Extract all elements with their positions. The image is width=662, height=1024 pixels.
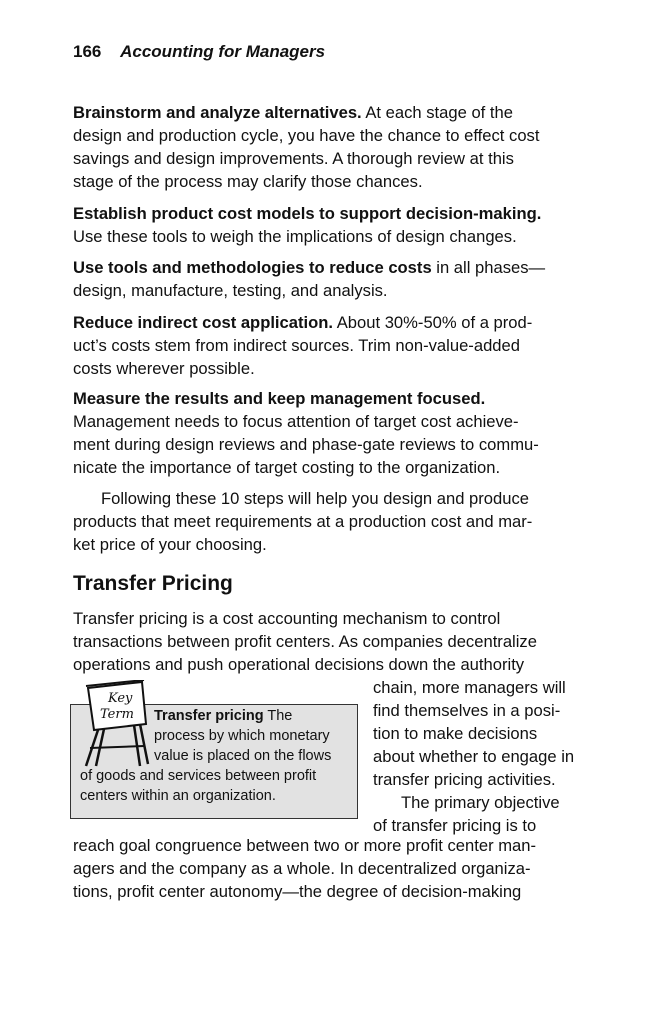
text-line: tions, profit center autonomy—the degree of decision-making bbox=[73, 882, 522, 901]
text-line: Use these tools to weigh the implications of design changes. bbox=[73, 227, 517, 246]
text-line: About 30%-50% of a prod- bbox=[333, 313, 533, 332]
section-heading: Transfer Pricing bbox=[73, 572, 233, 595]
paragraph-lead: Establish product cost models to support decision-making. bbox=[73, 204, 542, 223]
book-title: Accounting for Managers bbox=[120, 42, 326, 61]
text-line: savings and design improvements. A thorough review at this bbox=[73, 149, 514, 168]
text-line: reach goal congruence between two or more profit center man- bbox=[73, 836, 537, 855]
section-intro bbox=[73, 607, 591, 676]
text-line: ket price of your choosing. bbox=[73, 535, 267, 554]
text-line: Following these 10 steps will help you design and produce bbox=[101, 489, 530, 508]
text-line: find themselves in a posi- bbox=[373, 701, 561, 720]
text-line: Management needs to focus attention of target cost achieve- bbox=[73, 412, 519, 431]
text-line: Transfer pricing is a cost accounting mechanism to control bbox=[73, 609, 501, 628]
text-line: value is placed on the flows bbox=[154, 748, 332, 764]
paragraph-lead: Measure the results and keep management focused. bbox=[73, 389, 486, 408]
text-line: centers within an organization. bbox=[80, 788, 276, 804]
running-header bbox=[73, 42, 325, 62]
text-line: in all phases— bbox=[431, 258, 546, 277]
text-line: chain, more managers will bbox=[373, 678, 566, 697]
paragraph-brainstorm bbox=[73, 101, 591, 193]
text-line-content: The primary objective bbox=[401, 793, 560, 812]
paragraph-lead: Use tools and methodologies to reduce costs bbox=[73, 258, 432, 277]
key-term-word: Transfer pricing bbox=[154, 708, 264, 724]
paragraph-closing bbox=[73, 487, 591, 556]
text-line: At each stage of the bbox=[361, 103, 513, 122]
paragraph-cost-models bbox=[73, 202, 591, 248]
icon-label-key: Key bbox=[108, 691, 133, 706]
paragraph-measure-results bbox=[73, 387, 591, 479]
text-line: of transfer pricing is to bbox=[373, 816, 537, 835]
text-line-content: The bbox=[263, 708, 293, 724]
text-line: tion to make decisions bbox=[373, 724, 538, 743]
text-line: uct’s costs stem from indirect sources. Trim non-value-added bbox=[73, 336, 520, 355]
text-line: nicate the importance of target costing to the organization. bbox=[73, 458, 501, 477]
text-line: design and production cycle, you have the chance to effect cost bbox=[73, 126, 540, 145]
text-line: transfer pricing activities. bbox=[373, 770, 556, 789]
text-line: ment during design reviews and phase-gate reviews to commu- bbox=[73, 435, 539, 454]
text-line: transactions between profit centers. As companies decentralize bbox=[73, 632, 537, 651]
text-line: of goods and services between profit bbox=[80, 768, 317, 784]
page-number: 166 bbox=[73, 42, 102, 61]
text-line: products that meet requirements at a production cost and mar- bbox=[73, 512, 533, 531]
text-line: design, manufacture, testing, and analysis. bbox=[73, 281, 388, 300]
text-line: operations and push operational decisions down the authority bbox=[73, 655, 525, 674]
key-term-definition bbox=[80, 706, 352, 806]
text-line: stage of the process may clarify those chances. bbox=[73, 172, 423, 191]
paragraph-tools bbox=[73, 256, 591, 302]
paragraph-indirect-cost bbox=[73, 311, 591, 380]
wrapped-text-column bbox=[373, 676, 595, 837]
section-continuation bbox=[73, 834, 591, 903]
paragraph-lead: Brainstorm and analyze alternatives. bbox=[73, 103, 362, 122]
text-line: about whether to engage in bbox=[373, 747, 575, 766]
text-line: process by which monetary bbox=[154, 728, 330, 744]
text-line bbox=[373, 791, 595, 814]
paragraph-lead: Reduce indirect cost application. bbox=[73, 313, 334, 332]
text-line: costs wherever possible. bbox=[73, 359, 255, 378]
text-line: agers and the company as a whole. In decentralized organiza- bbox=[73, 859, 531, 878]
icon-label-term: Term bbox=[100, 707, 134, 722]
text-line bbox=[80, 706, 352, 726]
